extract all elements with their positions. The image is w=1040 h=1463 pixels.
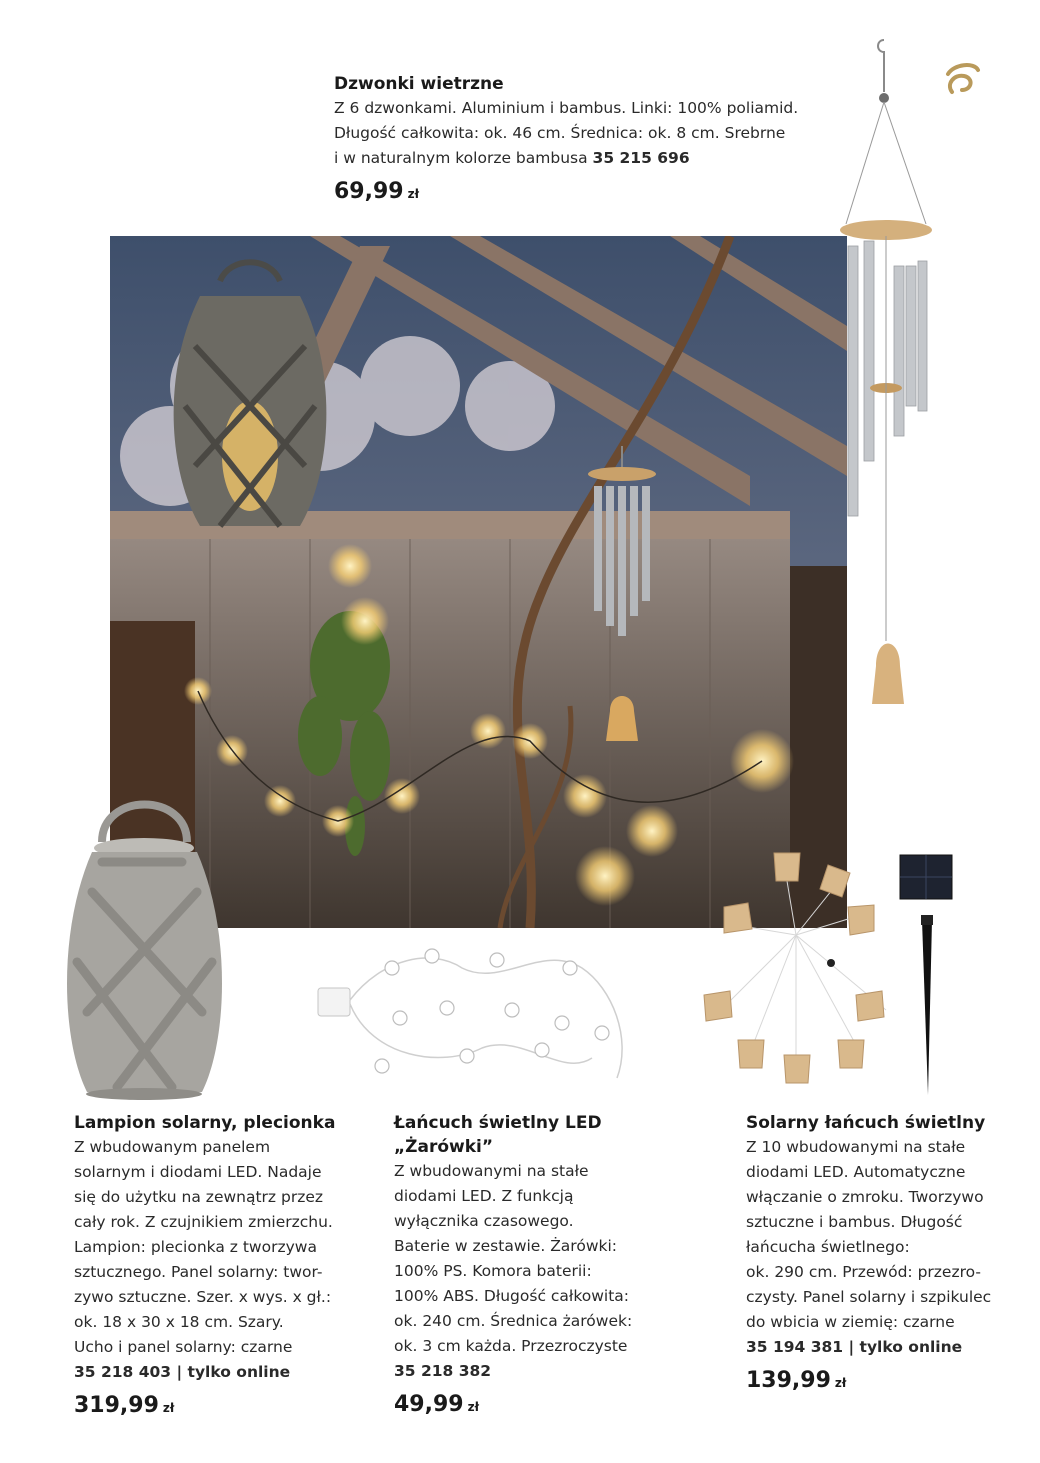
article-number: 35 218 403 [74,1363,172,1381]
price: 69,99 zł [334,179,420,204]
solar-lantern-product-image [62,782,227,1100]
product-led-chain [394,1111,694,1422]
product-title: Dzwonki wietrzne [334,74,504,94]
tchibo-logo-icon [940,56,984,100]
article-number: 35 218 382 [394,1362,492,1380]
article-number: 35 215 696 [592,149,690,167]
article-number: 35 194 381 [746,1338,844,1356]
availability: tylko online [859,1338,963,1356]
product-description: Z 10 wbudowanymi na stałe diodami LED. Automatyczne włączanie o zmroku. Tworzywo sztuczne i bambus. Długość łańcucha świetlnego: ok. 290 cm. Przewód: przezro- czysty. Panel solarny i szpikulec do wbicia w ziemię: czarne 35 194 381 | tylko online [746,1138,992,1356]
price: 319,99 zł [74,1393,175,1418]
product-lampion [74,1111,374,1423]
price: 139,99 zł [746,1368,847,1393]
product-description: Z wbudowanymi na stałe diodami LED. Z funkcją wyłącznika czasowego. Baterie w zestawie. Żarówki: 100% PS. Komora baterii: 100% ABS. Długość całkowita: ok. 240 cm. Średnica żarówek: ok. 3 cm każda. Przezroczyste 35 218 382 [394,1159,694,1384]
price: 49,99 zł [394,1392,480,1417]
solar-bamboo-string-light-product-image [696,845,966,1095]
product-title: Lampion solarny, plecionka [74,1113,336,1133]
product-title: Solarny łańcuch świetlny [746,1113,986,1133]
product-title: Łańcuch świetlny LED „Żarówki” [394,1113,602,1157]
led-bulb-string-product-image [312,938,642,1088]
product-description: Z 6 dzwonkami. Aluminium i bambus. Linki: 100% poliamid. Długość całkowita: ok. 46 cm. Średnica: ok. 8 cm. Srebrne i w naturalnym kolorze bambusa 35 215 696 [334,99,799,167]
product-solar-chain [746,1111,1036,1398]
product-description: Z wbudowanym panelem solarnym i diodami LED. Nadaje się do użytku na zewnątrz przez cały rok. Z czujnikiem zmierzchu. Lampion: plecionka z tworzywa sztucznego. Panel solarny: twor- zywo sztuczne. Szer. x wys. x gł.: ok. 18 x 30 x 18 cm. Szary. Ucho i panel solarny: czarne 35 218 403 | tylko online [74,1138,333,1381]
product-chimes [334,72,854,209]
availability: tylko online [187,1363,291,1381]
